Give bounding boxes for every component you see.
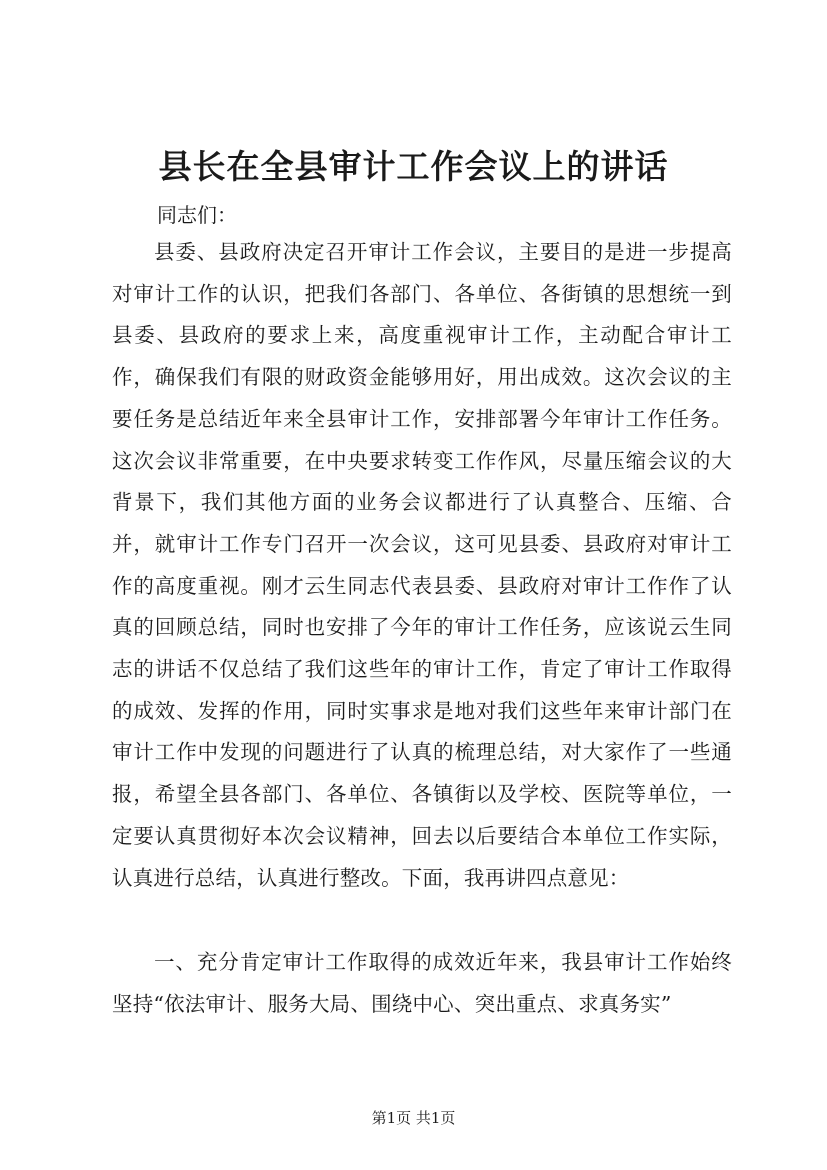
page-footer: 第1页 共1页: [371, 1109, 456, 1127]
paragraph-section-one: 一、充分肯定审计工作取得的成效近年来，我县审计工作始终坚持“依法审计、服务大局、围绕中心、突出重点、求真务实”: [112, 950, 732, 1016]
greeting: 同志们：: [157, 203, 237, 227]
paragraph-intro: 县委、县政府决定召开审计工作会议，主要目的是进一步提高对审计工作的认识，把我们各部门、各单位、各街镇的思想统一到县委、县政府的要求上来，高度重视审计工作，主动配合审计工作，确保我们有限的财政资金能够用好，用出成效。这次会议的主要任务是总结近年来全县审计工作，安排部署今年审计工作任务。这次会议非常重要，在中央要求转变工作作风，尽量压缩会议的大背景下，我们其他方面的业务会议都进行了认真整合、压缩、合并，就审计工作专门召开一次会议，这可见县委、县政府对审计工作的高度重视。刚才云生同志代表县委、县政府对审计工作作了认真的回顾总结，同时也安排了今年的审计工作任务，应该说云生同志的讲话不仅总结了我们这些年的审计工作，肯定了审计工作取得的成效、发挥的作用，同时实事求是地对我们这些年来审计部门在审计工作中发现的问题进行了认真的梳理总结，对大家作了一些通报，希望全县各部门、各单位、各镇街以及学校、医院等单位，一定要认真贯彻好本次会议精神，回去以后要结合本单位工作实际，认真进行总结，认真进行整改。下面，我再讲四点意见：: [112, 240, 732, 890]
document-title: 县长在全县审计工作会议上的讲话: [158, 147, 669, 186]
